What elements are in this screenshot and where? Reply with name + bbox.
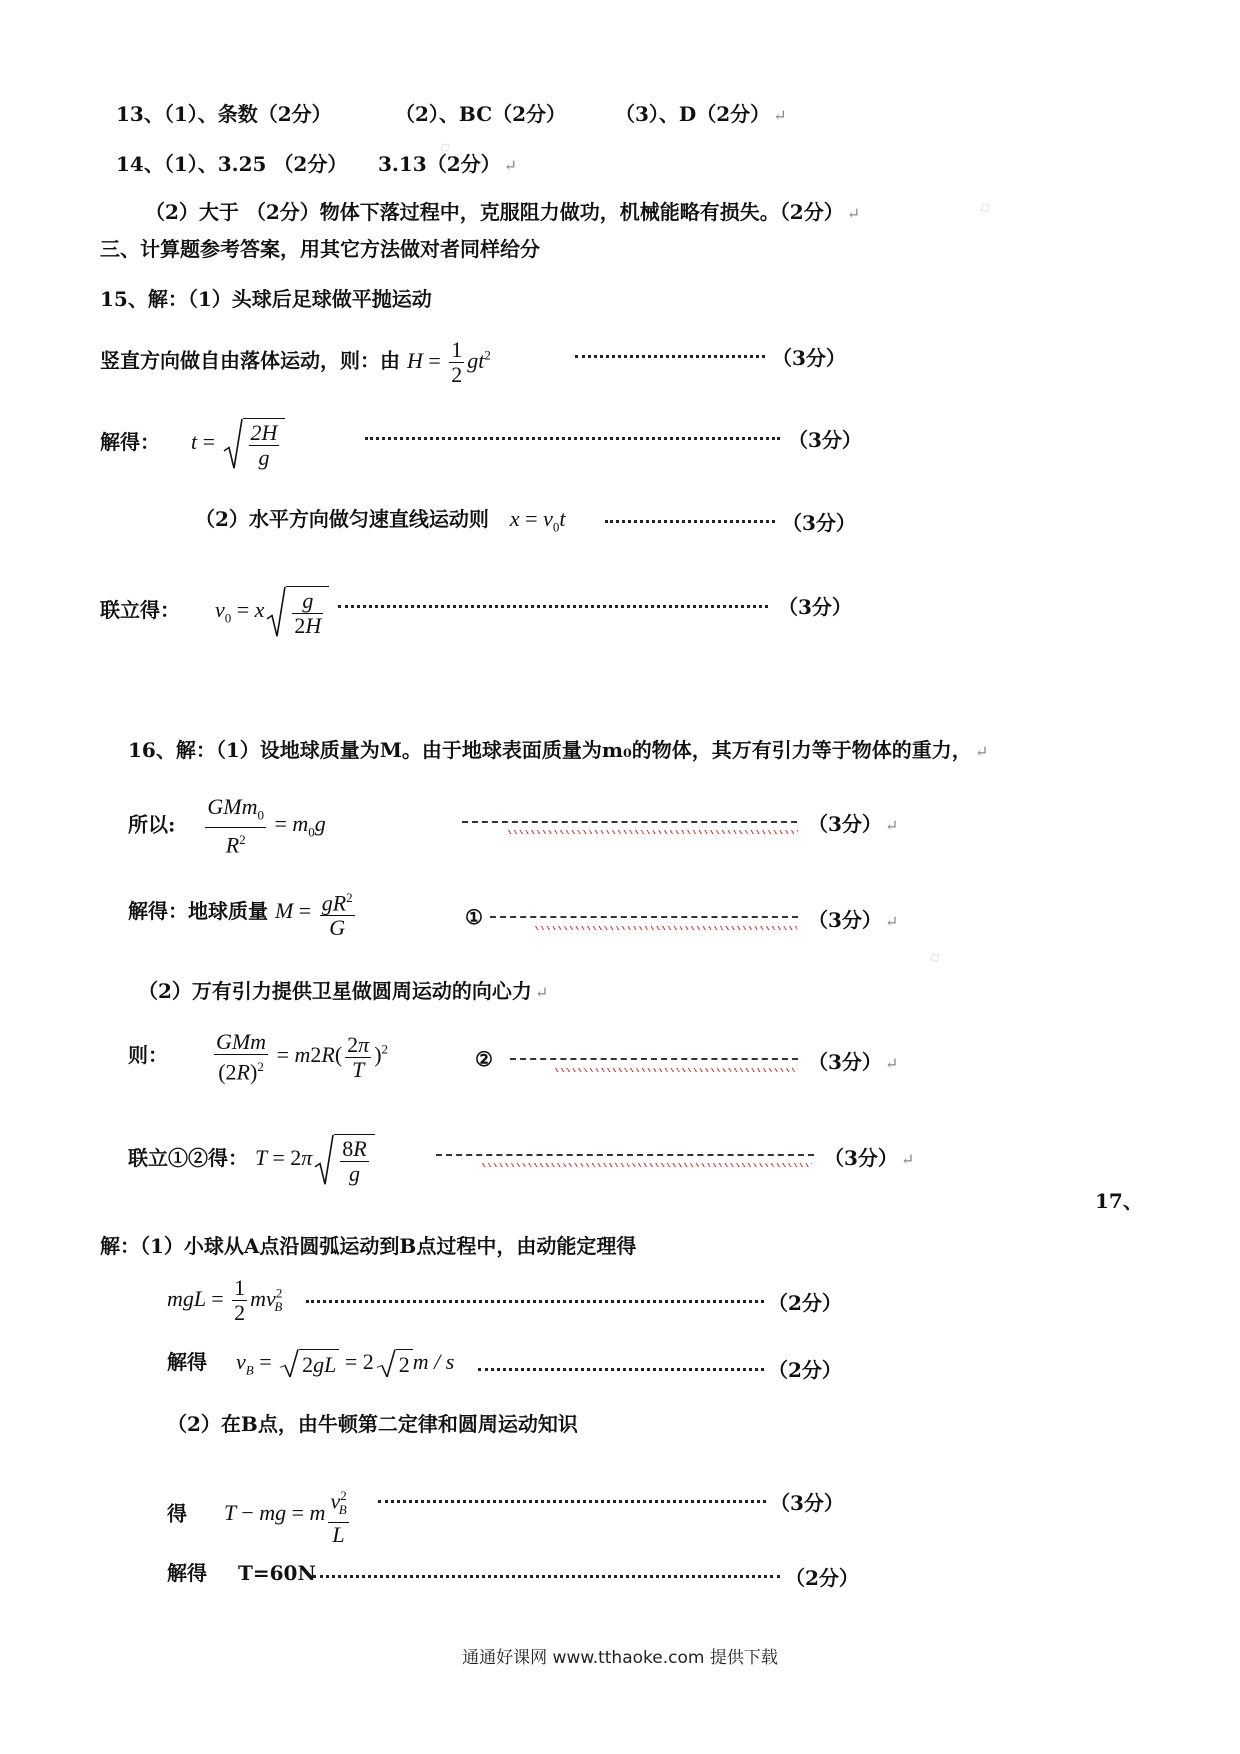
formula-h-half-gt2: H = $\frac{1}{2}$ $gt^2$	[406, 337, 491, 387]
q16-line-4: 则： $\frac{\text{GMm}}{(2R)^2}$ = m2R( $\frac{2\pi}{T}$ )$^2$	[128, 1029, 389, 1085]
leader-dash	[490, 916, 798, 918]
formula-m-gr2-g: M = $\frac{gR^2}{G}$	[275, 898, 358, 923]
formula-t-sqrt: t = $\frac{2H}{g}$	[191, 429, 285, 454]
score: （2分）	[785, 1566, 859, 1590]
leader-dots	[478, 1368, 764, 1371]
q13-answer-1: 13、（1）、条数（2分）	[116, 102, 332, 126]
formula-gmm0-r2: $\frac{GMm_0}{R^2}$ = $m_0g$	[207, 794, 326, 858]
formula-period: T = 2π $\frac{8R}{g}$	[255, 1145, 375, 1170]
q17-line-3: （2）在B点，由牛顿第二定律和圆周运动知识	[167, 1412, 578, 1436]
score: （2分）	[768, 1358, 842, 1382]
q17-number: 17、	[1095, 1189, 1143, 1213]
q13-answer-3: （3）、D（2分） ↵	[615, 102, 787, 126]
q16-line-2: 解得：地球质量 M = $\frac{gR^2}{G}$	[128, 886, 358, 940]
leader-dash	[510, 1058, 798, 1060]
leader-dash	[436, 1154, 814, 1156]
spellcheck-underline	[555, 1068, 798, 1072]
q17-line-5: 解得 T=60N	[167, 1561, 316, 1585]
leader-dots	[338, 605, 768, 608]
q16-line-3: （2）万有引力提供卫星做圆周运动的向心力 ↵	[138, 979, 549, 1003]
equation-mark-2: ②	[475, 1047, 493, 1071]
watermark: ◇	[436, 138, 454, 157]
score: （3分）	[778, 595, 852, 619]
formula-tension: T − mg = m $\frac{v^2_B}{L}$	[224, 1500, 352, 1525]
score: （3分）	[772, 346, 846, 370]
spellcheck-underline	[482, 1163, 812, 1167]
score: （3分） ↵	[824, 1146, 915, 1170]
score: （3分）	[770, 1491, 844, 1515]
formula-energy: mgL = $\frac{1}{2}$ $mv^2_B$	[167, 1275, 283, 1325]
q15-line-3: （2）水平方向做匀速直线运动则 $x = v_0t$	[195, 506, 566, 535]
watermark: ◇	[976, 198, 994, 217]
leader-dots	[575, 355, 765, 358]
leader-dots	[313, 1575, 780, 1578]
q17-line-2: 解得 $v_B$ = 2gL = 2 2 m / s	[167, 1349, 455, 1378]
leader-dots	[378, 1500, 766, 1503]
q14-answer-1b: 3.13（2分） ↵	[378, 152, 518, 176]
q14-answer-1: 14、（1）、3.25 （2分）	[116, 152, 348, 176]
q17-line-1	[167, 1276, 282, 1325]
q16-intro: 16、解：（1）设地球质量为M。由于地球表面质量为m₀的物体，其万有引力等于物体的重力， ↵	[128, 738, 989, 762]
watermark: ◇	[926, 948, 944, 967]
q15-intro: 15、解：（1）头球后足球做平抛运动	[100, 287, 432, 311]
footer-credit: 通通好课网 www.tthaoke.com 提供下载	[462, 1648, 778, 1668]
q13-answer-2: （2）、BC（2分）	[395, 102, 567, 126]
formula-orbit: $\frac{\text{GMm}}{(2R)^2}$ = m2R( $\frac{2\pi}{T}$ )$^2$	[215, 1029, 389, 1085]
formula-v0: $v_0 = x$ $\frac{g}{2H}$	[215, 597, 329, 622]
score: （2分）	[768, 1291, 842, 1315]
q14-answer-2: （2）大于 （2分）物体下落过程中，克服阻力做功，机械能略有损失。（2分） ↵	[145, 200, 861, 224]
section-heading: 三、计算题参考答案，用其它方法做对者同样给分	[100, 237, 540, 261]
q16-line-1: 所以: $\frac{GMm_0}{R^2}$ = $m_0g$	[128, 794, 326, 858]
leader-dash	[462, 821, 797, 823]
q16-line-5: 联立①②得： T = 2π $\frac{8R}{g}$	[128, 1134, 375, 1186]
leader-dots	[605, 520, 775, 523]
q15-line-2: 解得： t = $\frac{2H}{g}$	[100, 418, 285, 470]
q15-line-4: 联立得： $v_0 = x$ $\frac{g}{2H}$	[100, 586, 329, 638]
leader-dots	[306, 1300, 764, 1303]
q15-line-1: 竖直方向做自由落体运动，则：由 H = $\frac{1}{2}$ $gt^2$	[100, 337, 491, 387]
score: （3分） ↵	[808, 908, 899, 932]
q17-line-4: 得 T − mg = m $\frac{v^2_B}{L}$	[167, 1484, 352, 1547]
score: （3分）	[782, 511, 856, 535]
score: （3分）	[788, 428, 862, 452]
formula-vb: $v_B$ = 2gL = 2 2 m / s	[235, 1349, 455, 1378]
score: （3分） ↵	[808, 1050, 899, 1074]
spellcheck-underline	[535, 926, 797, 930]
equation-mark-1: ①	[465, 905, 483, 929]
score: （3分） ↵	[808, 812, 899, 836]
q17-intro: 解：（1）小球从A点沿圆弧运动到B点过程中，由动能定理得	[100, 1234, 637, 1258]
spellcheck-underline	[508, 830, 798, 834]
leader-dots	[365, 437, 780, 440]
